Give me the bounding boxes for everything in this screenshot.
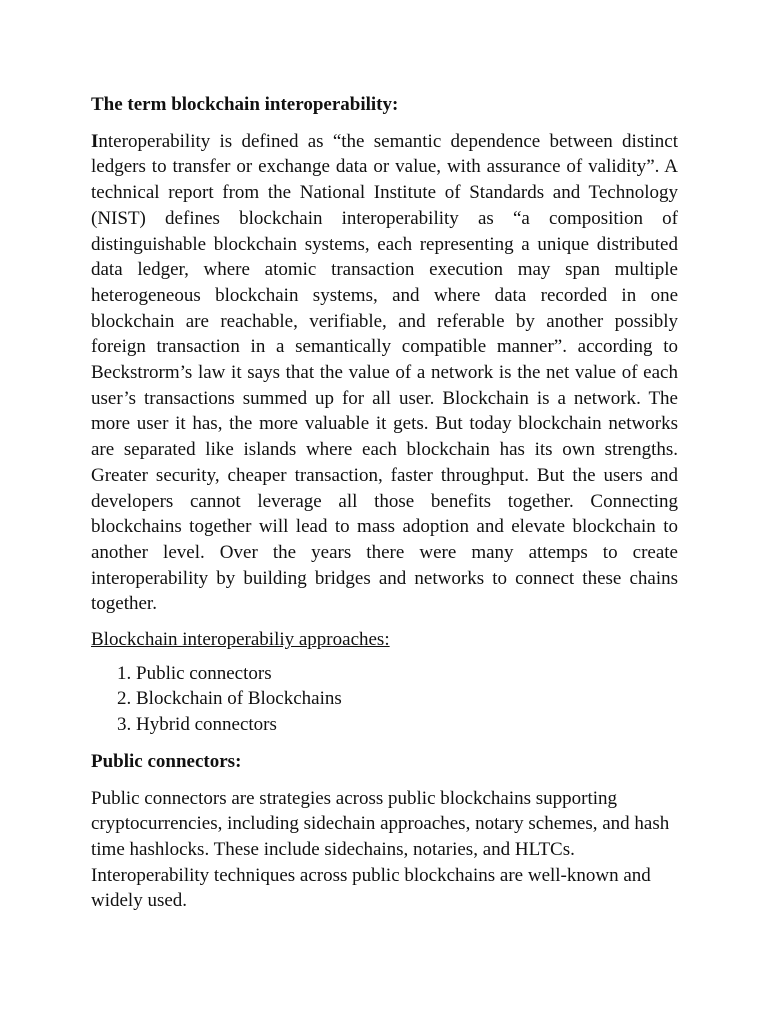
public-connectors-heading: Public connectors:: [91, 750, 242, 772]
list-item: 1. Public connectors: [136, 661, 678, 687]
intro-first-letter: I: [91, 130, 99, 152]
list-item: 3. Hybrid connectors: [136, 712, 678, 738]
section-heading-blockchain-interoperability: The term blockchain interoperability:: [91, 94, 399, 115]
list-item: 2. Blockchain of Blockchains: [136, 686, 678, 712]
intro-paragraph: [91, 129, 678, 617]
document-page: [91, 92, 678, 924]
intro-paragraph-text: nteroperability is defined as “the semantic dependence between distinct ledgers to transfer or exchange data or value, with assurance of validity”. A technical report from the National Institute of Standards and Technology (NIST) defines blockchain interoperability as “a composition of distinguishable blockchain systems, each representing a unique distributed data ledger, where atomic transaction execution may span multiple heterogeneous blockchain systems, and where data recorded in one blockchain are reachable, verifiable, and referable by another possibly foreign transaction in a semantically compatible manner”. according to Beckstrorm’s law it says that the value of a network is the net value of each user’s transactions summed up for all user. Blockchain is a network. The more user it has, the more valuable it gets. But today blockchain networks are separated like islands where each blockchain has its own strengths. Greater security, cheaper transaction, faster throughput. But the users and developers cannot leverage all those benefits together. Connecting blockchains together will lead to mass adoption and elevate blockchain to another level. Over the years there were many attemps to create interoperability by building bridges and networks to connect these chains together.: [91, 130, 678, 615]
approaches-heading: Blockchain interoperabiliy approaches:: [91, 629, 390, 651]
approaches-list: [91, 661, 678, 738]
public-connectors-paragraph: Public connectors are strategies across public blockchains supporting cryptocurrencies, including sidechain approaches, notary schemes, and hash time hashlocks. These include sidechains, notaries, and HLTCs. Interoperability techniques across public blockchains are well-known and widely used.: [91, 787, 670, 912]
